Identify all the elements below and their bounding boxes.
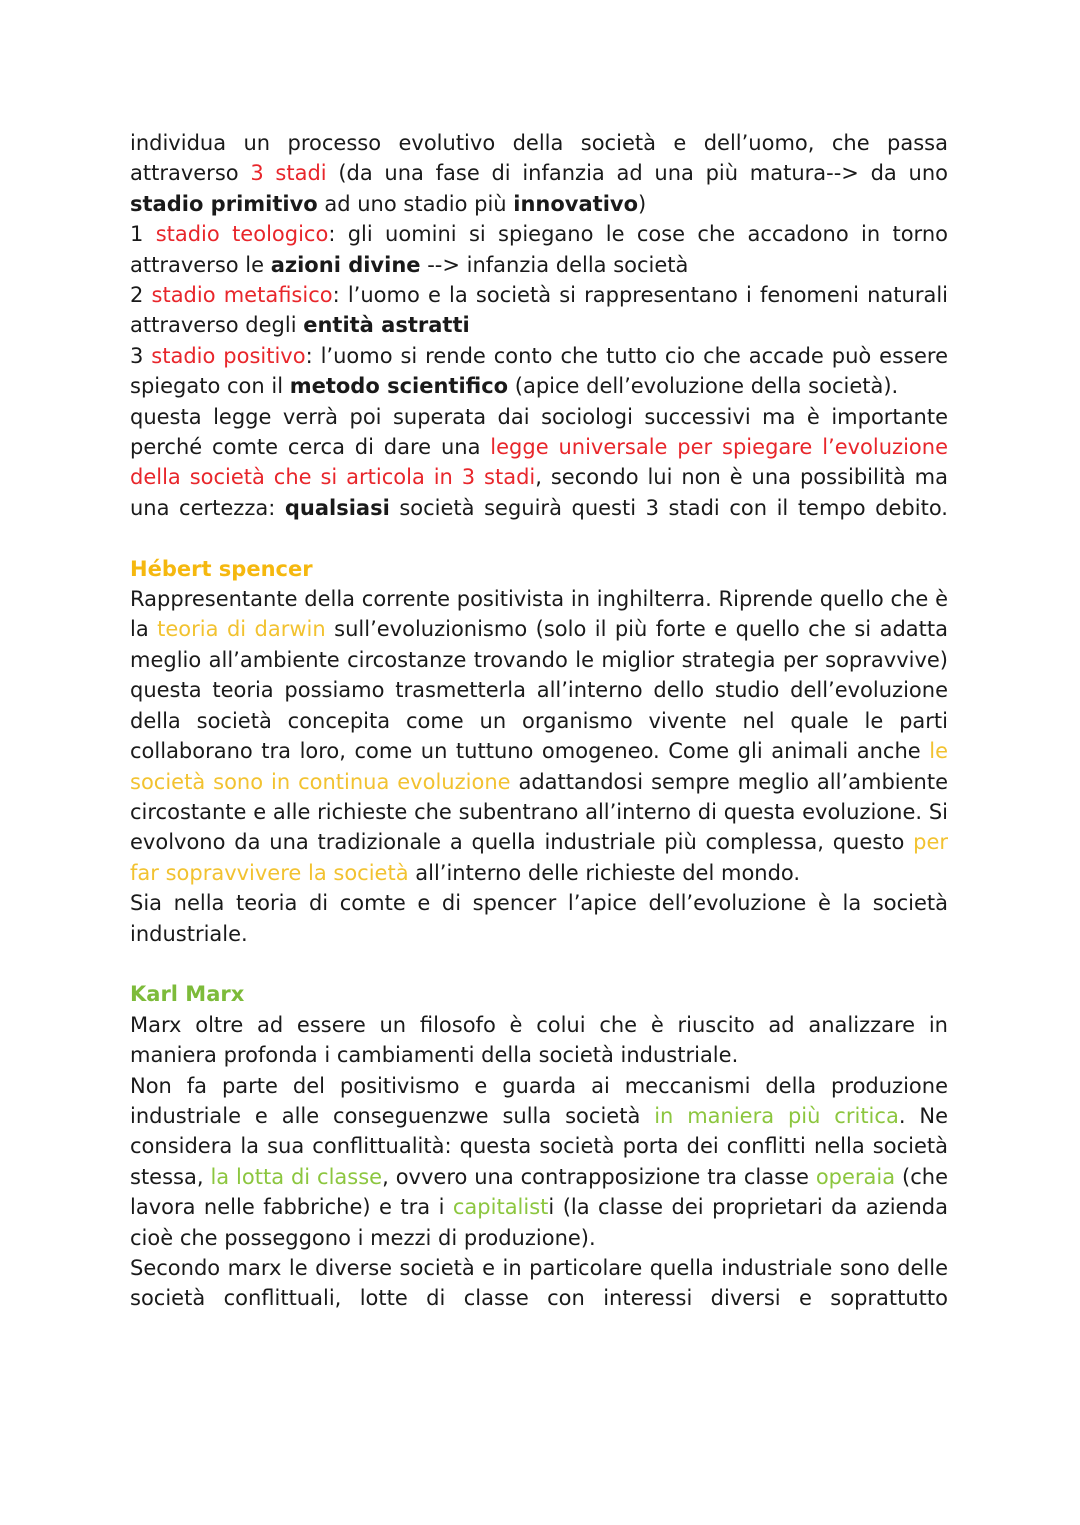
text-run: (da una fase di infanzia ad una più matura--> da uno [326,161,948,186]
stage-name: stadio teologico [155,222,329,247]
spencer-heading: Hébert spencer [130,556,313,581]
bold-term: stadio primitivo [130,191,318,216]
text-run: questa legge verrà poi superata dai sociologi successivi ma è importante perché comte cerca di dare una [130,404,948,460]
highlight-green: capitalist [452,1195,549,1220]
text-run: sull’evoluzionismo (solo il più forte e quello che si adatta meglio all’ambiente circostanze trovando le miglior strategia per sopravvive) questa teoria possiamo trasmetterla all’interno dello studio dell’evoluzione della società concepita come un organismo vivente nel quale le parti collaborano tra loro, come un tuttuno omogeneo. Come gli animali anche [130,617,948,764]
text-run: (che lavora nelle fabbriche) e tra i [130,1164,949,1220]
text-run: all’interno delle richieste del mondo. [408,860,801,885]
text-run: individua un processo evolutivo della società e dell’uomo, che passa attraverso [130,131,948,186]
highlight-red: 3 stadi [250,161,327,186]
text-run: : l’uomo si rende conto che tutto cio che accade può essere spiegato con il [130,343,948,399]
text-run: i (la classe dei proprietari da azienda cioè che posseggono i mezzi di produzione). [130,1195,948,1250]
bold-term: qualsiasi [284,495,390,520]
highlight-yellow: teoria di darwin [157,617,326,642]
highlight-green: operaia [815,1164,896,1189]
stage-name: stadio metafisico [151,283,333,308]
text-run: . Ne considera la sua conflittualità: questa società porta dei conflitti nella società stessa, [130,1103,948,1189]
marx-societies-paragraph: Secondo marx le diverse società e in particolare quella industriale sono delle società conflittuali, lotte di classe con interessi diversi e soprattutto [130,1256,948,1311]
comte-intro-paragraph [130,128,948,219]
highlight-yellow: per far sopravvivere la società [130,830,948,885]
highlight-yellow: le società sono in continua evoluzione [130,739,948,794]
spencer-paragraph [130,584,948,888]
stage-number: 2 [130,283,152,308]
marx-intro-paragraph: Marx oltre ad essere un filosofo è colui che è riuscito ad analizzare in maniera profonda i cambiamenti della società industriale. [130,1012,948,1068]
marx-conflict-paragraph [130,1071,948,1253]
bold-term: entità astratti [303,313,470,338]
bold-term: innovativo [513,191,639,216]
spacer [130,523,948,553]
text-run: Non fa parte del positivismo e guarda ai meccanismi della produzione industriale e alle conseguenzwe sulla società [130,1073,948,1128]
text-run: , ovvero una contrapposizione tra classe [382,1164,816,1189]
stage-number: 1 [130,222,156,247]
marx-heading: Karl Marx [130,982,245,1007]
text-run: ) [638,191,647,216]
text-run: : l’uomo e la società si rappresentano i fenomeni naturali attraverso degli [130,283,948,338]
spacer [130,949,948,979]
stage-2-paragraph [130,280,948,341]
stage-1-paragraph [130,219,948,280]
document-page [130,128,948,1314]
bold-term: azioni divine [270,252,421,277]
text-run: ad uno stadio più [317,191,514,216]
bold-term: metodo scientifico [289,374,509,399]
stage-number: 3 [130,343,152,368]
highlight-red: legge universale per spiegare l’evoluzione della società che si articola in 3 stadi [130,435,948,490]
text-run: (apice dell’evoluzione della società). [508,374,899,399]
spencer-conclusion-paragraph: Sia nella teoria di comte e di spencer l’apice dell’evoluzione è la società industriale. [130,891,948,946]
comte-law-paragraph [130,402,948,524]
text-run: adattandosi sempre meglio all’ambiente circostante e alle richieste che subentrano all’interno di questa evoluzione. Si evolvono da una tradizionale a quella industriale più complessa, questo [130,769,948,855]
highlight-green: la lotta di classe [210,1164,383,1189]
text-run: --> infanzia della società [420,252,689,277]
text-run: , secondo lui non è una possibilità ma una certezza: [130,465,949,520]
text-run: : gli uomini si spiegano le cose che accadono in torno attraverso le [130,222,948,277]
highlight-green: in maniera più critica [654,1103,899,1128]
stage-3-paragraph [130,341,948,402]
text-run: società seguirà questi 3 stadi con il tempo debito. [389,495,948,520]
text-run: Rappresentante della corrente positivista in inghilterra. Riprende quello che è la [130,587,948,642]
stage-name: stadio positivo [151,343,306,368]
